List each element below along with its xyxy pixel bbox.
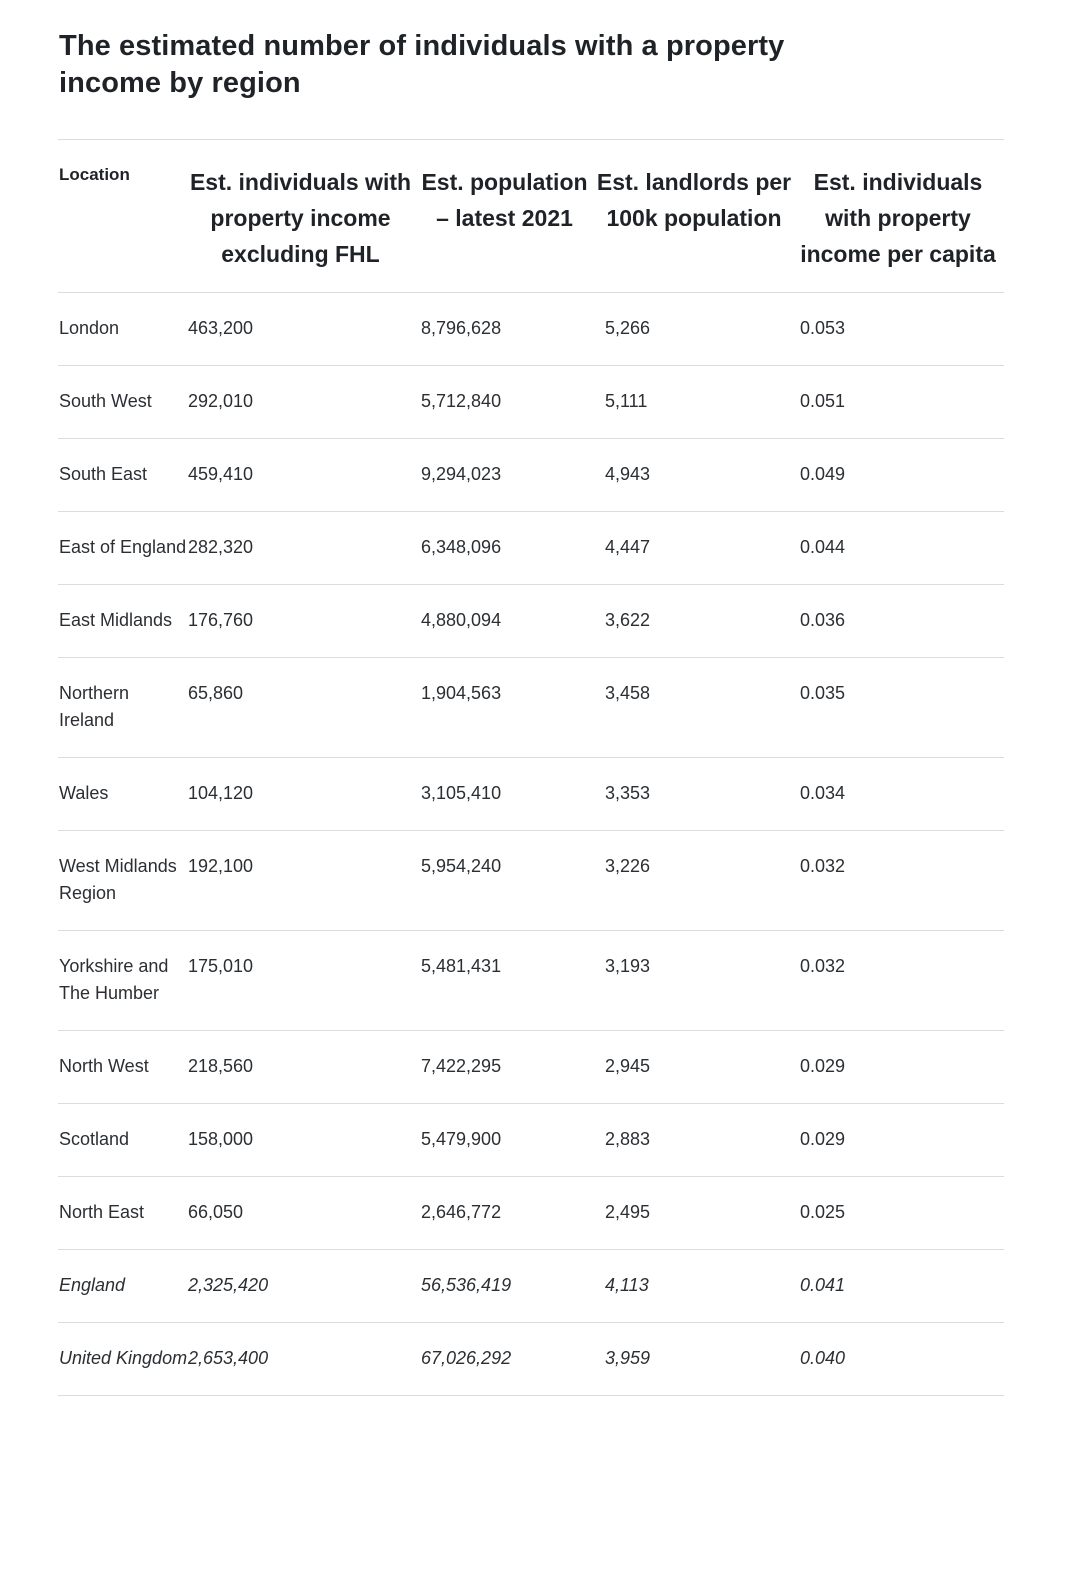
table-row [58, 831, 1004, 931]
cell-per-capita: 0.051 [800, 391, 846, 411]
cell-population: 8,796,628 [421, 318, 502, 338]
cell-landlords-per-100k: 2,495 [605, 1202, 651, 1222]
cell-population: 56,536,419 [421, 1275, 512, 1295]
table-row [58, 293, 1004, 366]
column-header-per-capita: Est. individuals with property income per capita [800, 169, 996, 267]
table-header [58, 140, 1004, 293]
table-row [58, 1104, 1004, 1177]
cell-location: United Kingdom [59, 1348, 188, 1368]
page-title: The estimated number of individuals with a property income by region [59, 30, 785, 99]
cell-individuals: 176,760 [188, 610, 254, 630]
cell-individuals: 463,200 [188, 318, 254, 338]
cell-per-capita: 0.032 [800, 956, 846, 976]
property-income-table-container [58, 139, 1004, 1396]
cell-individuals: 459,410 [188, 464, 254, 484]
cell-population: 6,348,096 [421, 537, 502, 557]
cell-population: 9,294,023 [421, 464, 502, 484]
cell-individuals: 292,010 [188, 391, 254, 411]
cell-per-capita: 0.036 [800, 610, 846, 630]
cell-location: London [59, 318, 120, 338]
table-row [58, 439, 1004, 512]
cell-location: England [59, 1275, 126, 1295]
table-row [58, 1323, 1004, 1396]
cell-population: 7,422,295 [421, 1056, 502, 1076]
cell-per-capita: 0.041 [800, 1275, 846, 1295]
cell-landlords-per-100k: 3,193 [605, 956, 651, 976]
cell-population: 2,646,772 [421, 1202, 502, 1222]
cell-location: South West [59, 391, 152, 411]
cell-location: South East [59, 464, 148, 484]
cell-location: Wales [59, 783, 109, 803]
table-row [58, 658, 1004, 758]
table-row [58, 931, 1004, 1031]
cell-population: 1,904,563 [421, 683, 502, 703]
cell-location: West Midlands Region [59, 856, 177, 903]
cell-location: North East [59, 1202, 145, 1222]
cell-individuals: 192,100 [188, 856, 254, 876]
cell-population: 5,712,840 [421, 391, 502, 411]
property-income-table [58, 139, 1004, 1396]
cell-landlords-per-100k: 4,113 [605, 1275, 649, 1295]
cell-landlords-per-100k: 5,266 [605, 318, 651, 338]
column-header-landlords-per-100k: Est. landlords per 100k population [596, 169, 792, 231]
cell-location: East of England [59, 537, 187, 557]
cell-individuals: 175,010 [188, 956, 254, 976]
cell-landlords-per-100k: 5,111 [605, 391, 648, 411]
table-row [58, 512, 1004, 585]
column-header-location: Location [59, 165, 130, 184]
cell-per-capita: 0.049 [800, 464, 846, 484]
cell-landlords-per-100k: 3,959 [605, 1348, 651, 1368]
cell-landlords-per-100k: 3,226 [605, 856, 651, 876]
cell-individuals: 65,860 [188, 683, 244, 703]
cell-landlords-per-100k: 4,447 [605, 537, 651, 557]
table-row [58, 366, 1004, 439]
cell-individuals: 218,560 [188, 1056, 254, 1076]
cell-per-capita: 0.040 [800, 1348, 846, 1368]
cell-individuals: 66,050 [188, 1202, 244, 1222]
table-row [58, 1177, 1004, 1250]
cell-per-capita: 0.044 [800, 537, 846, 557]
cell-location: North West [59, 1056, 149, 1076]
cell-location: Yorkshire and The Humber [59, 956, 169, 1003]
table-row [58, 1031, 1004, 1104]
cell-landlords-per-100k: 4,943 [605, 464, 651, 484]
table-row [58, 585, 1004, 658]
cell-per-capita: 0.029 [800, 1056, 846, 1076]
cell-per-capita: 0.025 [800, 1202, 846, 1222]
cell-landlords-per-100k: 3,458 [605, 683, 651, 703]
cell-landlords-per-100k: 2,945 [605, 1056, 651, 1076]
cell-per-capita: 0.035 [800, 683, 846, 703]
cell-individuals: 158,000 [188, 1129, 254, 1149]
cell-population: 5,954,240 [421, 856, 502, 876]
cell-individuals: 282,320 [188, 537, 254, 557]
table-row [58, 1250, 1004, 1323]
cell-per-capita: 0.029 [800, 1129, 846, 1149]
cell-population: 4,880,094 [421, 610, 502, 630]
cell-individuals: 2,325,420 [188, 1275, 269, 1295]
cell-population: 5,479,900 [421, 1129, 502, 1149]
cell-per-capita: 0.053 [800, 318, 846, 338]
table-body [58, 293, 1004, 1396]
table-row [58, 758, 1004, 831]
table-header-row [58, 140, 1004, 293]
cell-population: 3,105,410 [421, 783, 502, 803]
cell-individuals: 104,120 [188, 783, 254, 803]
cell-landlords-per-100k: 2,883 [605, 1129, 651, 1149]
cell-per-capita: 0.034 [800, 783, 846, 803]
cell-individuals: 2,653,400 [188, 1348, 269, 1368]
cell-landlords-per-100k: 3,622 [605, 610, 651, 630]
cell-location: Northern Ireland [59, 683, 130, 730]
cell-location: Scotland [59, 1129, 130, 1149]
cell-per-capita: 0.032 [800, 856, 846, 876]
cell-population: 67,026,292 [421, 1348, 512, 1368]
cell-population: 5,481,431 [421, 956, 502, 976]
column-header-individuals: Est. individuals with property income excluding FHL [189, 169, 412, 267]
cell-location: East Midlands [59, 610, 173, 630]
cell-landlords-per-100k: 3,353 [605, 783, 651, 803]
column-header-population: Est. population – latest 2021 [421, 169, 588, 231]
